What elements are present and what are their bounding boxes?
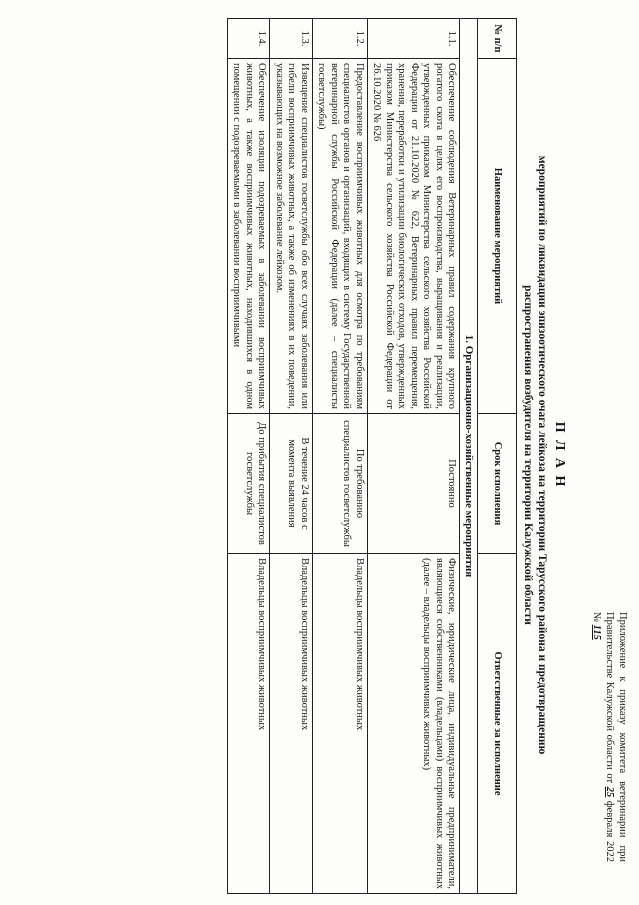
subtitle-line-2: распространения возбудителя на территории Калужской области bbox=[522, 285, 534, 625]
document-subtitle bbox=[521, 40, 549, 870]
row-term: По требованию специалистов госветслужбы bbox=[313, 414, 368, 554]
row-resp: Владельцы восприимчивых животных bbox=[313, 554, 368, 894]
row-resp: Владельцы восприимчивых животных bbox=[228, 554, 271, 894]
table-header-row bbox=[478, 19, 517, 894]
subtitle-line-1: мероприятий по ликвидации эпизоотического очага лейкоза на территории Тарусского района и предотвращению bbox=[536, 155, 548, 755]
row-term: До прибытия специалистов госветслужбы bbox=[228, 414, 271, 554]
header-term: Срок исполнения bbox=[478, 414, 517, 554]
appendix-note bbox=[590, 612, 629, 862]
table-row bbox=[270, 19, 313, 894]
section-row bbox=[460, 19, 478, 894]
row-resp: Физические, юридические лица, индивидуальные предприниматели, являющиеся собственниками (владельцами) восприимчивых животных (далее – владельцы восприимчивых животных) bbox=[368, 554, 461, 894]
row-term: В течение 24 часов с момента выявления bbox=[270, 414, 313, 554]
row-resp: Владельцы восприимчивых животных bbox=[270, 554, 313, 894]
header-num: № п/п bbox=[478, 19, 517, 59]
plan-table bbox=[227, 18, 517, 894]
row-num: 1.3. bbox=[270, 19, 313, 59]
table-row bbox=[313, 19, 368, 894]
appendix-number: 115 bbox=[591, 624, 602, 640]
appendix-month-year: февраля 2022 № bbox=[591, 612, 615, 863]
row-name: Обеспечение изоляции подозреваемых в заболевании восприимчивых животных, а также восприимчивых животных, находившихся в одном помещении с подозреваемыми в заболевании восприимчивыми bbox=[228, 59, 271, 414]
row-name: Предоставление восприимчивых животных для осмотра по требованиям специалистов органов и организаций, входящих в систему Государственной ветеринарной службы Российской Федерации (далее – специалисты госветслужбы) bbox=[313, 59, 368, 414]
appendix-day: 25 bbox=[604, 786, 615, 798]
row-num: 1.2. bbox=[313, 19, 368, 59]
header-resp: Ответственные за исполнение bbox=[478, 554, 517, 894]
appendix-text: Приложение к приказу комитета ветеринарии при Правительстве Калужской области от bbox=[604, 612, 628, 862]
section-title: 1. Организационно-хозяйственные мероприятия bbox=[460, 19, 478, 894]
header-name: Наименование мероприятий bbox=[478, 59, 517, 414]
row-name: Извещение специалистов госветслужбы обо всех случаях заболевания или гибели восприимчивых животных, а также об изменениях в их поведении, указывающих на возможное заболевание лейкозом. bbox=[270, 59, 313, 414]
table-row bbox=[228, 19, 271, 894]
row-num: 1.1. bbox=[368, 19, 461, 59]
row-term: Постоянно bbox=[368, 414, 461, 554]
row-num: 1.4. bbox=[228, 19, 271, 59]
document-title: П Л А Н bbox=[552, 421, 567, 489]
table-row bbox=[368, 19, 461, 894]
row-name: Обеспечение соблюдения Ветеринарных правил содержания крупного рогатого скота в целях его воспроизводства, выращивания и реализации, утвержденных приказом Министерства сельского хозяйства Российской Федерации от 21.10.2020 № 622, Ветеринарных правил перемещения, хранения, переработки и утилизации биологических отходов, утвержденных приказом Министерства сельского хозяйства Российской Федерации от 26.10.2020 № 626 bbox=[368, 59, 461, 414]
